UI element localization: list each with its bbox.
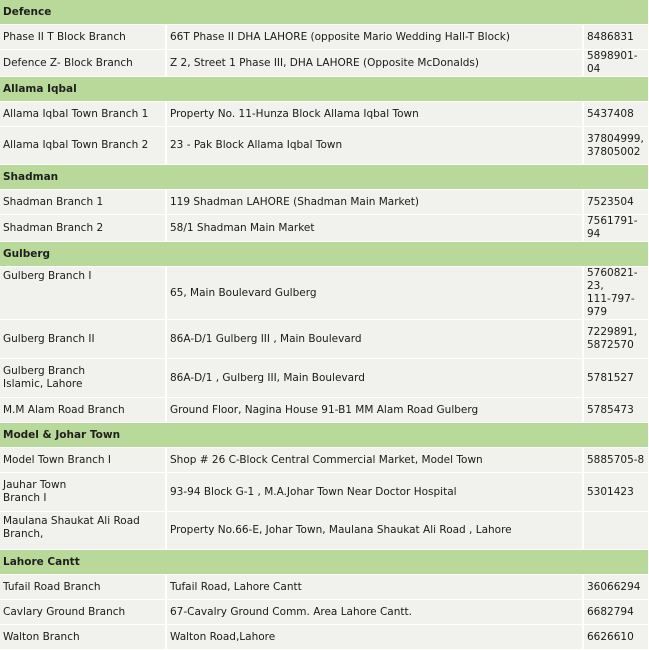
branch-address: 86A-D/1 Gulberg III , Main Boulevard bbox=[166, 320, 583, 359]
branch-address: Property No. 11-Hunza Block Allama Iqbal Town bbox=[166, 102, 583, 127]
branch-address: Property No.66-E, Johar Town, Maulana Shaukat Ali Road , Lahore bbox=[166, 512, 583, 550]
section-title: Gulberg bbox=[0, 242, 649, 267]
branch-name: Cavlary Ground Branch bbox=[0, 600, 166, 625]
branch-address: Z 2, Street 1 Phase III, DHA LAHORE (Opposite McDonalds) bbox=[166, 50, 583, 77]
table-row bbox=[0, 267, 649, 320]
phone-line: 7229891, bbox=[587, 326, 638, 338]
branch-name-line: Branch, bbox=[3, 528, 44, 540]
table-row bbox=[0, 190, 649, 215]
branch-address: 65, Main Boulevard Gulberg bbox=[166, 267, 583, 320]
branch-name-line: Jauhar Town bbox=[3, 479, 67, 491]
table-row bbox=[0, 127, 649, 165]
branch-phone: 5898901-04 bbox=[583, 50, 649, 77]
phone-line: 5872570 bbox=[587, 339, 634, 351]
branch-phone: 6626610 bbox=[583, 625, 649, 650]
branch-name: Phase II T Block Branch bbox=[0, 25, 166, 50]
branch-phone bbox=[583, 320, 649, 359]
section-header bbox=[0, 77, 649, 102]
phone-line: 5760821-23, bbox=[587, 267, 638, 292]
branch-address: 93-94 Block G-1 , M.A.Johar Town Near Doctor Hospital bbox=[166, 473, 583, 512]
branch-phone: 36066294 bbox=[583, 575, 649, 600]
branch-phone: 5301423 bbox=[583, 473, 649, 512]
table-row bbox=[0, 215, 649, 242]
table-row bbox=[0, 50, 649, 77]
table-row bbox=[0, 625, 649, 650]
branch-name bbox=[0, 512, 166, 550]
branch-name-line: Branch I bbox=[3, 492, 47, 504]
branch-name: Allama Iqbal Town Branch 1 bbox=[0, 102, 166, 127]
branch-name: Shadman Branch 2 bbox=[0, 215, 166, 242]
table-row bbox=[0, 320, 649, 359]
table-row bbox=[0, 25, 649, 50]
section-header bbox=[0, 423, 649, 448]
branch-phone bbox=[583, 127, 649, 165]
branch-name: Allama Iqbal Town Branch 2 bbox=[0, 127, 166, 165]
table-row bbox=[0, 512, 649, 550]
section-title: Shadman bbox=[0, 165, 649, 190]
branch-name-line: Islamic, Lahore bbox=[3, 378, 83, 390]
phone-line: 111-797-979 bbox=[587, 293, 635, 318]
branch-address: 67-Cavalry Ground Comm. Area Lahore Cantt. bbox=[166, 600, 583, 625]
branch-phone: 7561791-94 bbox=[583, 215, 649, 242]
branch-address: Shop # 26 C-Block Central Commercial Market, Model Town bbox=[166, 448, 583, 473]
branch-address: 23 - Pak Block Allama Iqbal Town bbox=[166, 127, 583, 165]
section-header bbox=[0, 550, 649, 575]
branch-name bbox=[0, 473, 166, 512]
branch-name: Shadman Branch 1 bbox=[0, 190, 166, 215]
branch-address: Tufail Road, Lahore Cantt bbox=[166, 575, 583, 600]
table-row bbox=[0, 600, 649, 625]
table-row bbox=[0, 575, 649, 600]
branch-address: 58/1 Shadman Main Market bbox=[166, 215, 583, 242]
branch-phone: 7523504 bbox=[583, 190, 649, 215]
section-header bbox=[0, 242, 649, 267]
branch-name-line: Maulana Shaukat Ali Road bbox=[3, 515, 140, 527]
branch-phone: 5785473 bbox=[583, 398, 649, 423]
branch-phone bbox=[583, 512, 649, 550]
branch-phone: 5885705-8 bbox=[583, 448, 649, 473]
branch-address: Ground Floor, Nagina House 91-B1 MM Alam Road Gulberg bbox=[166, 398, 583, 423]
branch-phone: 5781527 bbox=[583, 359, 649, 398]
branch-phone bbox=[583, 267, 649, 320]
branch-name: Gulberg Branch II bbox=[0, 320, 166, 359]
branch-phone: 8486831 bbox=[583, 25, 649, 50]
branch-name: M.M Alam Road Branch bbox=[0, 398, 166, 423]
branch-name-line: Gulberg Branch bbox=[3, 365, 86, 377]
table-row bbox=[0, 448, 649, 473]
table-row bbox=[0, 102, 649, 127]
branch-phone: 6682794 bbox=[583, 600, 649, 625]
branch-address: 119 Shadman LAHORE (Shadman Main Market) bbox=[166, 190, 583, 215]
phone-line: 37805002 bbox=[587, 145, 641, 158]
branch-name: Gulberg Branch I bbox=[0, 267, 166, 320]
branch-name bbox=[0, 359, 166, 398]
phone-line: 37804999, bbox=[587, 132, 644, 145]
section-title: Allama Iqbal bbox=[0, 77, 649, 102]
branch-name: Walton Branch bbox=[0, 625, 166, 650]
branch-name: Tufail Road Branch bbox=[0, 575, 166, 600]
section-header bbox=[0, 165, 649, 190]
branch-address: Walton Road,Lahore bbox=[166, 625, 583, 650]
branch-name: Defence Z- Block Branch bbox=[0, 50, 166, 77]
section-title: Model & Johar Town bbox=[0, 423, 649, 448]
section-title: Defence bbox=[0, 0, 649, 25]
table-row bbox=[0, 359, 649, 398]
table-row bbox=[0, 473, 649, 512]
section-title: Lahore Cantt bbox=[0, 550, 649, 575]
section-header bbox=[0, 0, 649, 25]
branch-name: Model Town Branch I bbox=[0, 448, 166, 473]
branch-phone: 5437408 bbox=[583, 102, 649, 127]
table-row bbox=[0, 398, 649, 423]
branch-address: 66T Phase II DHA LAHORE (opposite Mario Wedding Hall-T Block) bbox=[166, 25, 583, 50]
branch-address: 86A-D/1 , Gulberg III, Main Boulevard bbox=[166, 359, 583, 398]
